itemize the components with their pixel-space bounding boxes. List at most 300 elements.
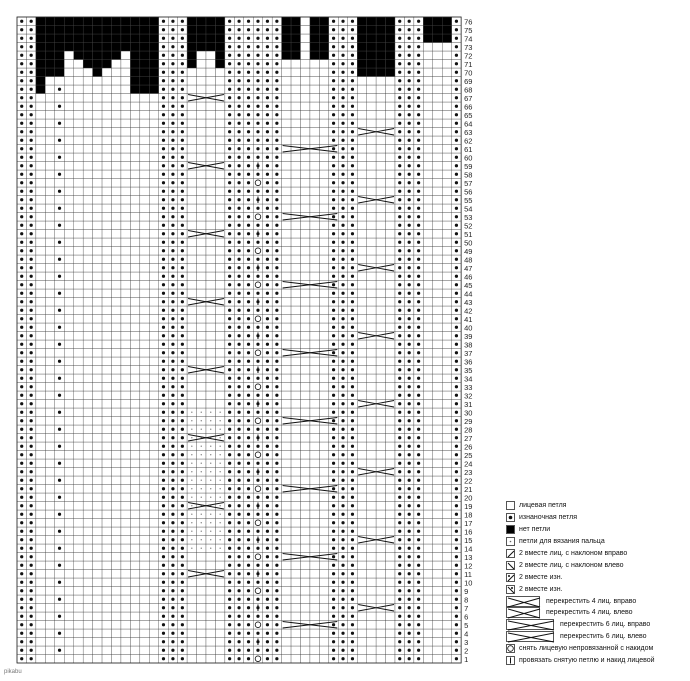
purl-dot	[237, 343, 240, 346]
chart-cell	[93, 493, 102, 502]
chart-cell	[357, 459, 366, 468]
purl-dot	[408, 623, 411, 626]
chart-cell	[83, 136, 92, 145]
chart-cell	[102, 68, 111, 77]
purl-dot	[20, 419, 23, 422]
chart-cell	[140, 366, 149, 375]
chart-cell	[386, 366, 395, 375]
chart-cell	[93, 51, 102, 60]
chart-cell	[130, 366, 139, 375]
purl-dot	[275, 589, 278, 592]
chart-cell	[291, 187, 300, 196]
purl-dot	[256, 275, 259, 278]
chart-cell	[282, 502, 291, 511]
chart-cell	[93, 544, 102, 553]
purl-dot	[417, 513, 420, 516]
chart-cell	[376, 425, 385, 434]
chart-cell	[301, 595, 310, 604]
chart-cell	[386, 527, 395, 536]
chart-cell	[282, 298, 291, 307]
purl-dot	[181, 589, 184, 592]
chart-cell	[140, 570, 149, 579]
chart-cell	[130, 629, 139, 638]
chart-cell	[367, 621, 376, 630]
purl-dot	[341, 640, 344, 643]
purl-dot	[398, 292, 401, 295]
purl-dot	[237, 334, 240, 337]
chart-cell	[130, 604, 139, 613]
chart-cell	[121, 179, 130, 188]
chart-cell	[206, 638, 215, 647]
purl-dot	[351, 521, 354, 524]
chart-cell	[64, 153, 73, 162]
chart-cell	[291, 111, 300, 120]
chart-cell	[36, 281, 45, 290]
chart-cell	[367, 221, 376, 230]
chart-cell	[423, 366, 432, 375]
chart-cell	[112, 213, 121, 222]
purl-dot	[30, 224, 33, 227]
chart-cell	[149, 272, 158, 281]
chart-cell	[282, 221, 291, 230]
purl-dot	[247, 198, 250, 201]
purl-dot	[408, 224, 411, 227]
chart-cell	[423, 570, 432, 579]
dotted-cell	[210, 480, 211, 481]
chart-cell	[93, 349, 102, 358]
chart-cell	[319, 408, 328, 417]
purl-dot	[455, 139, 458, 142]
chart-cell	[376, 255, 385, 264]
purl-dot	[30, 207, 33, 210]
chart-cell	[310, 655, 319, 664]
chart-cell	[282, 119, 291, 128]
chart-cell	[121, 655, 130, 664]
purl-dot	[266, 198, 269, 201]
purl-dot	[162, 224, 165, 227]
purl-dot	[162, 173, 165, 176]
chart-cell	[197, 60, 206, 69]
purl-dot	[417, 317, 420, 320]
chart-cell	[140, 230, 149, 239]
purl-dot	[181, 402, 184, 405]
chart-cell	[319, 102, 328, 111]
purl-dot	[20, 45, 23, 48]
purl-dot	[275, 275, 278, 278]
purl-dot	[266, 292, 269, 295]
chart-cell	[442, 417, 451, 426]
purl-dot	[228, 657, 231, 660]
chart-cell	[215, 383, 224, 392]
purl-dot	[58, 122, 61, 125]
chart-cell	[64, 340, 73, 349]
purl-dot	[162, 181, 165, 184]
purl-dot	[455, 326, 458, 329]
chart-cell	[301, 502, 310, 511]
purl-dot	[417, 224, 420, 227]
chart-cell	[291, 255, 300, 264]
purl-dot	[417, 632, 420, 635]
chart-cell	[433, 595, 442, 604]
chart-cell	[64, 221, 73, 230]
chart-cell	[442, 604, 451, 613]
chart-cell	[74, 391, 83, 400]
purl-dot	[162, 360, 165, 363]
chart-cell	[74, 425, 83, 434]
purl-dot	[247, 530, 250, 533]
purl-dot	[20, 462, 23, 465]
chart-cell	[386, 408, 395, 417]
chart-cell	[45, 655, 54, 664]
chart-cell	[45, 527, 54, 536]
chart-cell	[149, 255, 158, 264]
chart-cell	[102, 34, 111, 43]
chart-cell	[386, 323, 395, 332]
chart-cell	[112, 43, 121, 52]
purl-dot	[171, 283, 174, 286]
purl-dot	[455, 436, 458, 439]
purl-dot	[455, 147, 458, 150]
dotted-cell	[191, 471, 192, 472]
chart-cell	[357, 119, 366, 128]
purl-dot	[237, 71, 240, 74]
chart-cell	[187, 629, 196, 638]
chart-cell	[45, 170, 54, 179]
purl-dot	[237, 45, 240, 48]
chart-cell	[93, 255, 102, 264]
purl-dot	[237, 351, 240, 354]
purl-dot	[408, 445, 411, 448]
purl-dot	[256, 156, 259, 159]
purl-dot	[398, 88, 401, 91]
chart-cell	[64, 187, 73, 196]
chart-cell	[442, 655, 451, 664]
purl-dot	[398, 640, 401, 643]
purl-dot	[341, 368, 344, 371]
chart-cell	[442, 570, 451, 579]
purl-dot	[256, 62, 259, 65]
purl-dot	[408, 309, 411, 312]
chart-cell	[282, 162, 291, 171]
purl-dot	[181, 79, 184, 82]
chart-cell	[64, 646, 73, 655]
chart-cell	[149, 544, 158, 553]
chart-cell	[206, 170, 215, 179]
purl-dot	[20, 326, 23, 329]
chart-cell	[301, 306, 310, 315]
purl-dot	[408, 470, 411, 473]
purl-dot	[247, 139, 250, 142]
dotted-cell	[191, 437, 192, 438]
chart-cell	[121, 60, 130, 69]
purl-dot	[351, 394, 354, 397]
purl-dot	[417, 572, 420, 575]
chart-cell	[206, 128, 215, 137]
chart-cell	[102, 468, 111, 477]
chart-cell	[386, 145, 395, 154]
purl-dot	[20, 496, 23, 499]
chart-cell	[121, 485, 130, 494]
chart-cell	[367, 383, 376, 392]
chart-cell	[357, 323, 366, 332]
purl-dot	[332, 589, 335, 592]
chart-cell	[130, 408, 139, 417]
purl-dot	[256, 241, 259, 244]
purl-dot	[266, 249, 269, 252]
purl-dot	[266, 300, 269, 303]
chart-cell	[310, 323, 319, 332]
purl-dot	[58, 309, 61, 312]
chart-cell	[140, 459, 149, 468]
purl-dot	[237, 156, 240, 159]
chart-cell	[367, 204, 376, 213]
chart-cell	[206, 357, 215, 366]
purl-dot	[162, 130, 165, 133]
purl-dot	[162, 598, 165, 601]
chart-cell	[112, 196, 121, 205]
purl-dot	[398, 428, 401, 431]
chart-cell	[83, 145, 92, 154]
chart-cell	[386, 655, 395, 664]
chart-cell	[357, 153, 366, 162]
chart-cell	[140, 26, 149, 35]
chart-cell	[301, 408, 310, 417]
chart-cell	[187, 26, 196, 35]
chart-cell	[36, 170, 45, 179]
chart-cell	[310, 425, 319, 434]
chart-cell	[357, 655, 366, 664]
purl-dot	[351, 572, 354, 575]
chart-cell	[140, 442, 149, 451]
purl-dot	[351, 513, 354, 516]
purl-dot	[162, 215, 165, 218]
chart-cell	[74, 119, 83, 128]
chart-cell	[386, 102, 395, 111]
dotted-cell	[191, 531, 192, 532]
chart-cell	[367, 578, 376, 587]
chart-cell	[423, 247, 432, 256]
chart-cell	[140, 85, 149, 94]
chart-cell	[197, 85, 206, 94]
chart-cell	[423, 255, 432, 264]
chart-cell	[121, 527, 130, 536]
dotted-cell	[201, 412, 202, 413]
purl-dot	[162, 96, 165, 99]
chart-cell	[93, 476, 102, 485]
purl-dot	[341, 555, 344, 558]
chart-cell	[130, 561, 139, 570]
chart-cell	[310, 391, 319, 400]
purl-dot	[181, 258, 184, 261]
chart-cell	[74, 289, 83, 298]
purl-dot	[455, 606, 458, 609]
chart-cell	[64, 247, 73, 256]
slip-circle	[255, 554, 261, 560]
purl-dot	[171, 113, 174, 116]
chart-cell	[64, 391, 73, 400]
chart-cell	[301, 128, 310, 137]
purl-dot	[341, 224, 344, 227]
purl-dot	[162, 283, 165, 286]
purl-dot	[20, 215, 23, 218]
purl-dot	[341, 513, 344, 516]
chart-cell	[112, 119, 121, 128]
purl-dot	[408, 555, 411, 558]
chart-cell	[121, 604, 130, 613]
chart-cell	[64, 468, 73, 477]
purl-dot	[351, 428, 354, 431]
purl-dot	[275, 79, 278, 82]
purl-dot	[275, 241, 278, 244]
chart-cell	[112, 629, 121, 638]
purl-dot	[30, 241, 33, 244]
chart-cell	[55, 553, 64, 562]
chart-cell	[215, 587, 224, 596]
chart-cell	[376, 638, 385, 647]
chart-cell	[93, 621, 102, 630]
chart-cell	[282, 272, 291, 281]
chart-cell	[121, 26, 130, 35]
chart-cell	[433, 417, 442, 426]
purl-dot	[162, 479, 165, 482]
purl-dot	[256, 462, 259, 465]
chart-cell	[93, 587, 102, 596]
purl-dot	[162, 105, 165, 108]
chart-cell	[45, 604, 54, 613]
dotted-cell	[210, 531, 211, 532]
chart-cell	[45, 612, 54, 621]
purl-dot	[20, 198, 23, 201]
purl-dot	[58, 207, 61, 210]
chart-cell	[64, 621, 73, 630]
chart-cell	[310, 128, 319, 137]
chart-cell	[291, 383, 300, 392]
chart-cell	[93, 340, 102, 349]
purl-dot	[351, 368, 354, 371]
chart-cell	[206, 332, 215, 341]
chart-cell	[386, 60, 395, 69]
purl-dot	[275, 368, 278, 371]
chart-cell	[64, 162, 73, 171]
purl-dot	[332, 564, 335, 567]
chart-cell	[423, 77, 432, 86]
dotted-cell	[191, 412, 192, 413]
chart-cell	[215, 238, 224, 247]
purl-dot	[20, 581, 23, 584]
chart-cell	[282, 391, 291, 400]
chart-cell	[149, 502, 158, 511]
chart-cell	[64, 544, 73, 553]
purl-dot	[30, 79, 33, 82]
chart-cell	[282, 510, 291, 519]
purl-dot	[20, 241, 23, 244]
chart-cell	[149, 638, 158, 647]
chart-cell	[140, 170, 149, 179]
chart-cell	[74, 221, 83, 230]
purl-dot	[455, 79, 458, 82]
purl-dot	[247, 122, 250, 125]
purl-dot	[398, 37, 401, 40]
purl-dot	[275, 105, 278, 108]
chart-cell	[367, 570, 376, 579]
dotted-cell	[191, 522, 192, 523]
purl-dot	[417, 351, 420, 354]
chart-cell	[433, 264, 442, 273]
purl-dot	[455, 71, 458, 74]
chart-cell	[93, 578, 102, 587]
chart-cell	[36, 434, 45, 443]
purl-dot	[332, 411, 335, 414]
chart-cell	[102, 349, 111, 358]
purl-dot	[171, 632, 174, 635]
chart-cell	[55, 213, 64, 222]
purl-dot	[275, 181, 278, 184]
chart-cell	[36, 425, 45, 434]
chart-cell	[367, 587, 376, 596]
chart-cell	[319, 442, 328, 451]
purl-dot	[408, 300, 411, 303]
chart-cell	[130, 153, 139, 162]
purl-dot	[332, 343, 335, 346]
chart-cell	[367, 476, 376, 485]
purl-dot	[30, 283, 33, 286]
chart-cell	[74, 68, 83, 77]
chart-cell	[74, 111, 83, 120]
purl-dot	[247, 598, 250, 601]
chart-cell	[93, 655, 102, 664]
purl-dot	[228, 487, 231, 490]
chart-cell	[357, 298, 366, 307]
purl-dot	[181, 657, 184, 660]
purl-dot	[275, 198, 278, 201]
purl-dot	[275, 402, 278, 405]
chart-cell	[357, 578, 366, 587]
purl-dot	[341, 62, 344, 65]
chart-cell	[102, 476, 111, 485]
dotted-cell	[191, 480, 192, 481]
chart-cell	[102, 527, 111, 536]
chart-cell	[130, 26, 139, 35]
purl-dot	[237, 411, 240, 414]
chart-cell	[130, 638, 139, 647]
chart-cell	[197, 153, 206, 162]
chart-cell	[206, 400, 215, 409]
purl-dot	[266, 105, 269, 108]
chart-cell	[45, 162, 54, 171]
purl-dot	[237, 462, 240, 465]
purl-dot	[171, 555, 174, 558]
chart-cell	[357, 204, 366, 213]
chart-cell	[112, 578, 121, 587]
chart-cell	[291, 493, 300, 502]
chart-cell	[433, 77, 442, 86]
purl-dot	[162, 462, 165, 465]
purl-dot	[181, 37, 184, 40]
chart-cell	[319, 587, 328, 596]
chart-cell	[433, 332, 442, 341]
chart-cell	[442, 179, 451, 188]
purl-dot	[20, 88, 23, 91]
chart-cell	[282, 306, 291, 315]
chart-cell	[140, 468, 149, 477]
purl-dot	[398, 283, 401, 286]
purl-dot	[20, 470, 23, 473]
purl-dot	[30, 470, 33, 473]
chart-cell	[121, 94, 130, 103]
purl-dot	[237, 309, 240, 312]
chart-cell	[102, 595, 111, 604]
chart-cell	[83, 595, 92, 604]
